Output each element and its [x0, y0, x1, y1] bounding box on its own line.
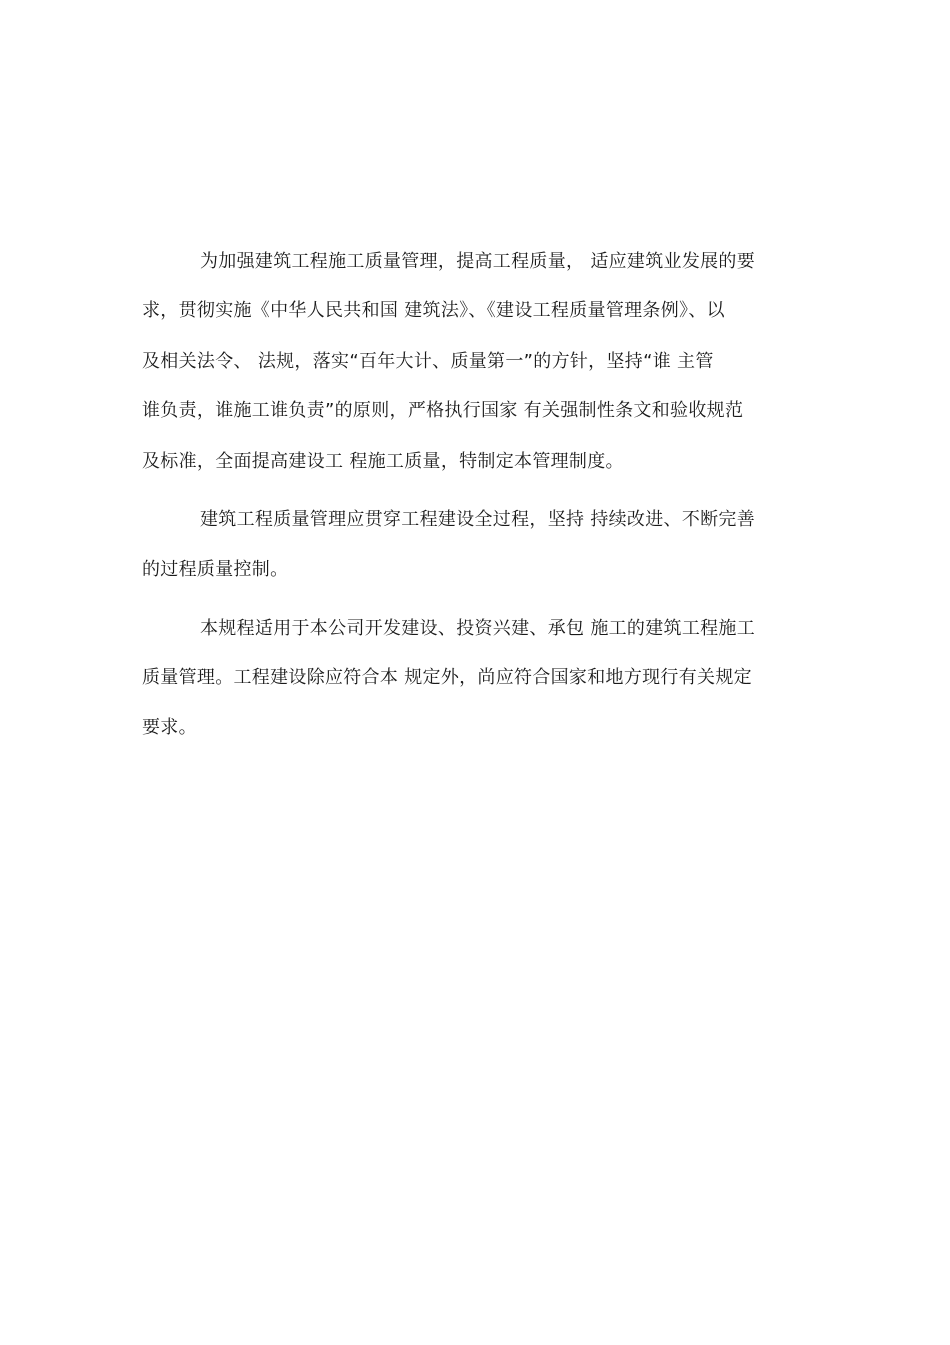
paragraph-3-line-1: 本规程适用于本公司开发建设、投资兴建、承包 施工的建筑工程施工	[200, 618, 756, 639]
paragraph-1-line-5: 及标准，全面提高建设工 程施工质量，特制定本管理制度。	[142, 451, 624, 472]
paragraph-1-line-2: 求，贯彻实施《中华人民共和国 建筑法》、《建设工程质量管理条例》、以	[142, 300, 725, 321]
paragraph-3-line-2: 质量管理。工程建设除应符合本 规定外，尚应符合国家和地方现行有关规定	[142, 667, 752, 688]
paragraph-2-line-1: 建筑工程质量管理应贯穿工程建设全过程，坚持 持续改进、不断完善	[200, 509, 756, 530]
paragraph-1-line-3: 及相关法令、 法规，落实“百年大计、质量第一”的方针，坚持“谁 主管	[142, 351, 714, 372]
paragraph-1-line-4: 谁负责，谁施工谁负责”的原则，严格执行国家 有关强制性条文和验收规范	[142, 400, 744, 421]
paragraph-1-line-1: 为加强建筑工程施工质量管理，提高工程质量， 适应建筑业发展的要	[200, 251, 756, 272]
paragraph-3-line-3: 要求。	[142, 717, 197, 738]
paragraph-2-line-2: 的过程质量控制。	[142, 559, 289, 580]
